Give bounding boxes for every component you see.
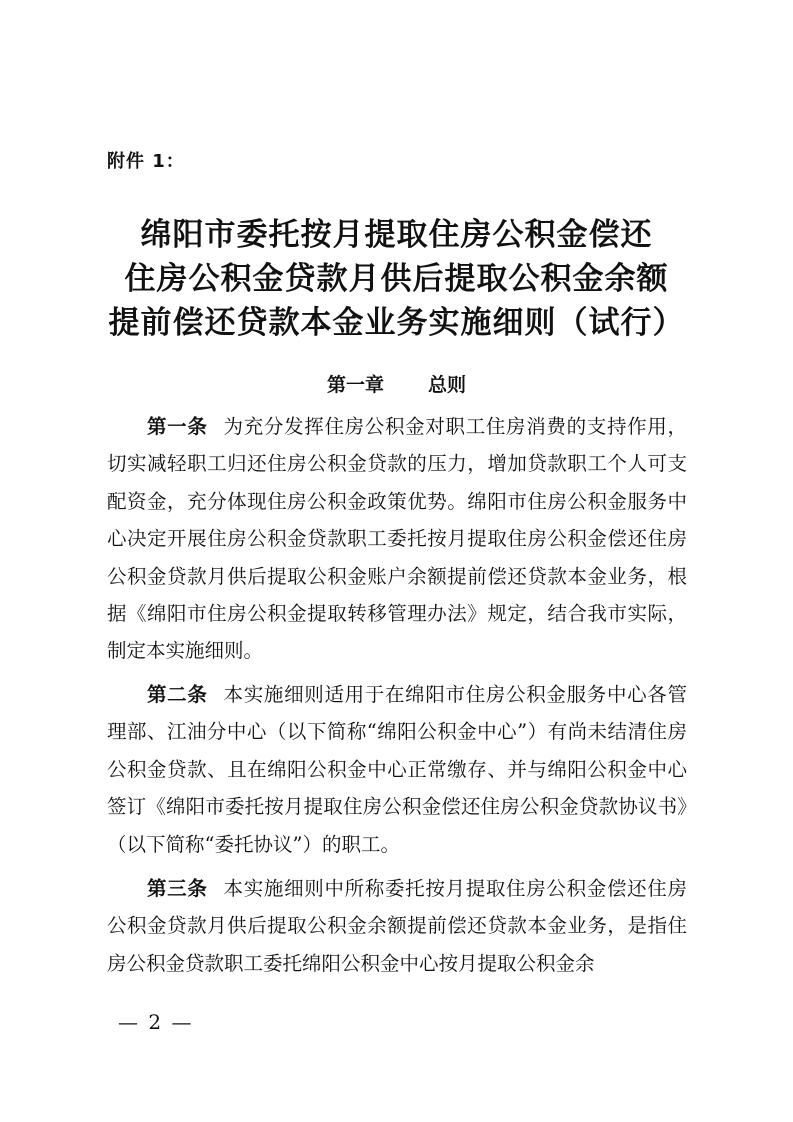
- title-line-2: 住房公积金贷款月供后提取公积金余额: [124, 261, 669, 297]
- article-label: 第三条: [147, 877, 208, 900]
- article-2: [107, 676, 687, 863]
- chapter-number: 第一章: [326, 374, 384, 396]
- title-line-1: 绵阳市委托按月提取住房公积金偿还: [140, 217, 653, 253]
- title-line-3: 提前偿还贷款本金业务实施细则（试行）: [108, 305, 685, 341]
- chapter-heading: [0, 370, 793, 400]
- chapter-name: 总则: [428, 374, 467, 396]
- article-label: 第二条: [147, 683, 208, 706]
- article-1: [107, 408, 687, 670]
- document-title: [0, 213, 793, 345]
- article-3: [107, 870, 687, 982]
- article-text: 本实施细则中所称委托按月提取住房公积金偿还住房公积金贷款月供后提取公积金余额提前偿还贷款本金业务，是指住房公积金贷款职工委托绵阳公积金中心按月提取公积金余: [107, 877, 687, 975]
- article-text: 为充分发挥住房公积金对职工住房消费的支持作用，切实减轻职工归还住房公积金贷款的压力，增加贷款职工个人可支配资金，充分体现住房公积金政策优势。绵阳市住房公积金服务中心决定开展住房公积金贷款职工委托按月提取住房公积金偿还住房公积金贷款月供后提取公积金账户余额提前偿还贷款本金业务，根据《绵阳市住房公积金提取转移管理办法》规定，结合我市实际，制定本实施细则。: [107, 415, 687, 663]
- attachment-label: 附件 1：: [107, 151, 185, 172]
- page-number: — 2 —: [118, 1010, 194, 1034]
- article-text: 本实施细则适用于在绵阳市住房公积金服务中心各管理部、江油分中心（以下简称“绵阳公积金中心”）有尚未结清住房公积金贷款、且在绵阳公积金中心正常缴存、并与绵阳公积金中心签订《绵阳市委托按月提取住房公积金偿还住房公积金贷款协议书》（以下简称“委托协议”）的职工。: [107, 683, 687, 856]
- article-label: 第一条: [147, 415, 208, 438]
